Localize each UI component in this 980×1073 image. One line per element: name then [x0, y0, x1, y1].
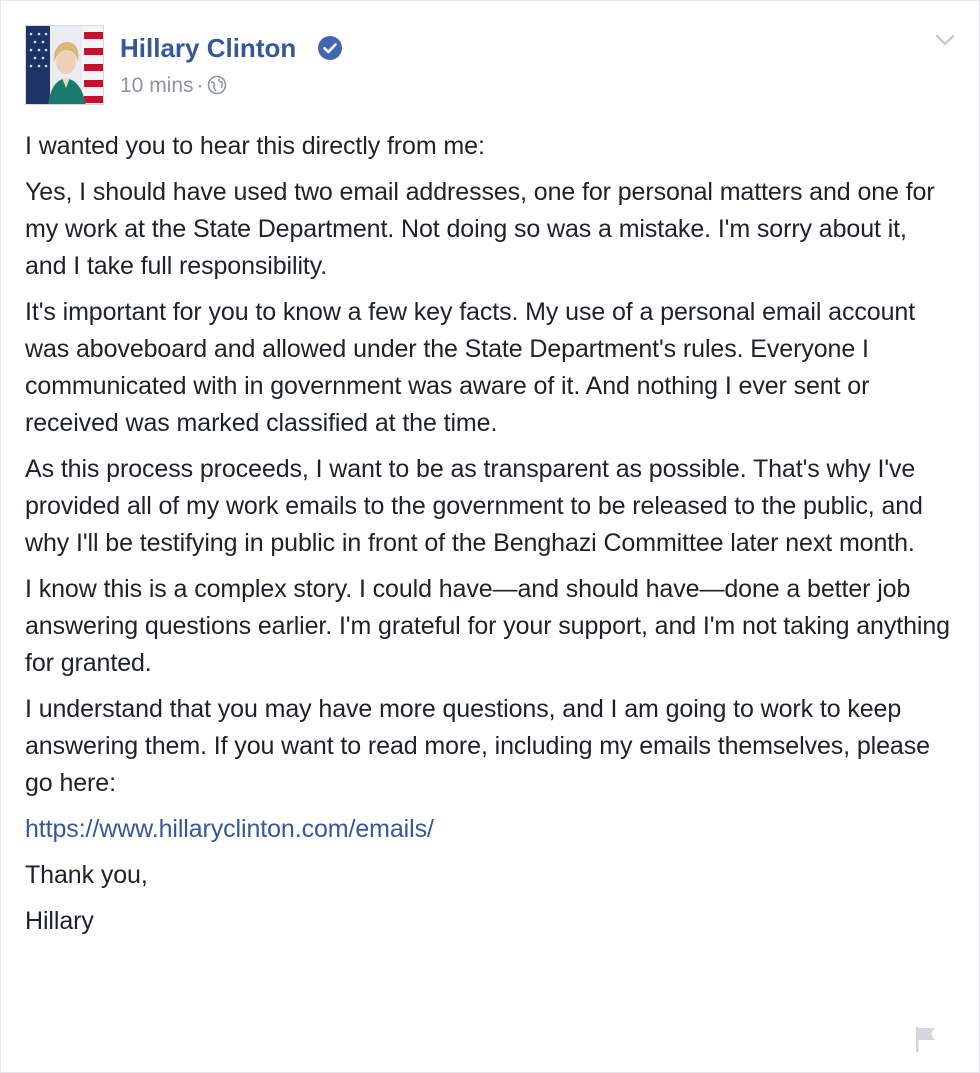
chevron-down-icon[interactable] — [933, 31, 957, 49]
post-paragraph: Yes, I should have used two email addresses, one for personal matters and one for my work at the State Department. Not doing so was a mistake. I'm sorry about it, and I take full responsibility. — [25, 178, 935, 280]
post-paragraph: I know this is a complex story. I could have—and should have—done a better job answering questions earlier. I'm grateful for your support, and I'm not taking anything for granted. — [25, 575, 950, 677]
post-paragraph: It's important for you to know a few key facts. My use of a personal email account was aboveboard and allowed under the State Department's rules. Everyone I communicated with in government was aware of it. And nothing I ever sent or received was marked classified at the time. — [25, 298, 916, 437]
post-closing: Thank you, — [25, 861, 148, 889]
emails-link[interactable]: https://www.hillaryclinton.com/emails/ — [25, 815, 434, 843]
flag-icon[interactable] — [913, 1024, 939, 1054]
avatar[interactable] — [25, 25, 104, 105]
post-link-paragraph — [25, 811, 955, 848]
post-meta — [120, 73, 227, 99]
post-paragraph: I understand that you may have more questions, and I am going to work to keep answering them. If you want to read more, including my emails themselves, please go here: — [25, 695, 930, 797]
meta-separator: · — [196, 74, 204, 97]
verified-badge-icon — [317, 35, 343, 61]
post-body — [25, 128, 955, 949]
post-timestamp[interactable]: 10 mins — [120, 74, 194, 97]
post-paragraph: As this process proceeds, I want to be as transparent as possible. That's why I've provided all of my work emails to the government to be released to the public, and why I'll be testifying in public in front of the Benghazi Committee later next month. — [25, 455, 923, 557]
post-signature: Hillary — [25, 907, 94, 935]
post-paragraph: I wanted you to hear this directly from me: — [25, 132, 485, 160]
author-name[interactable]: Hillary Clinton — [120, 33, 297, 63]
globe-icon[interactable] — [207, 75, 227, 95]
